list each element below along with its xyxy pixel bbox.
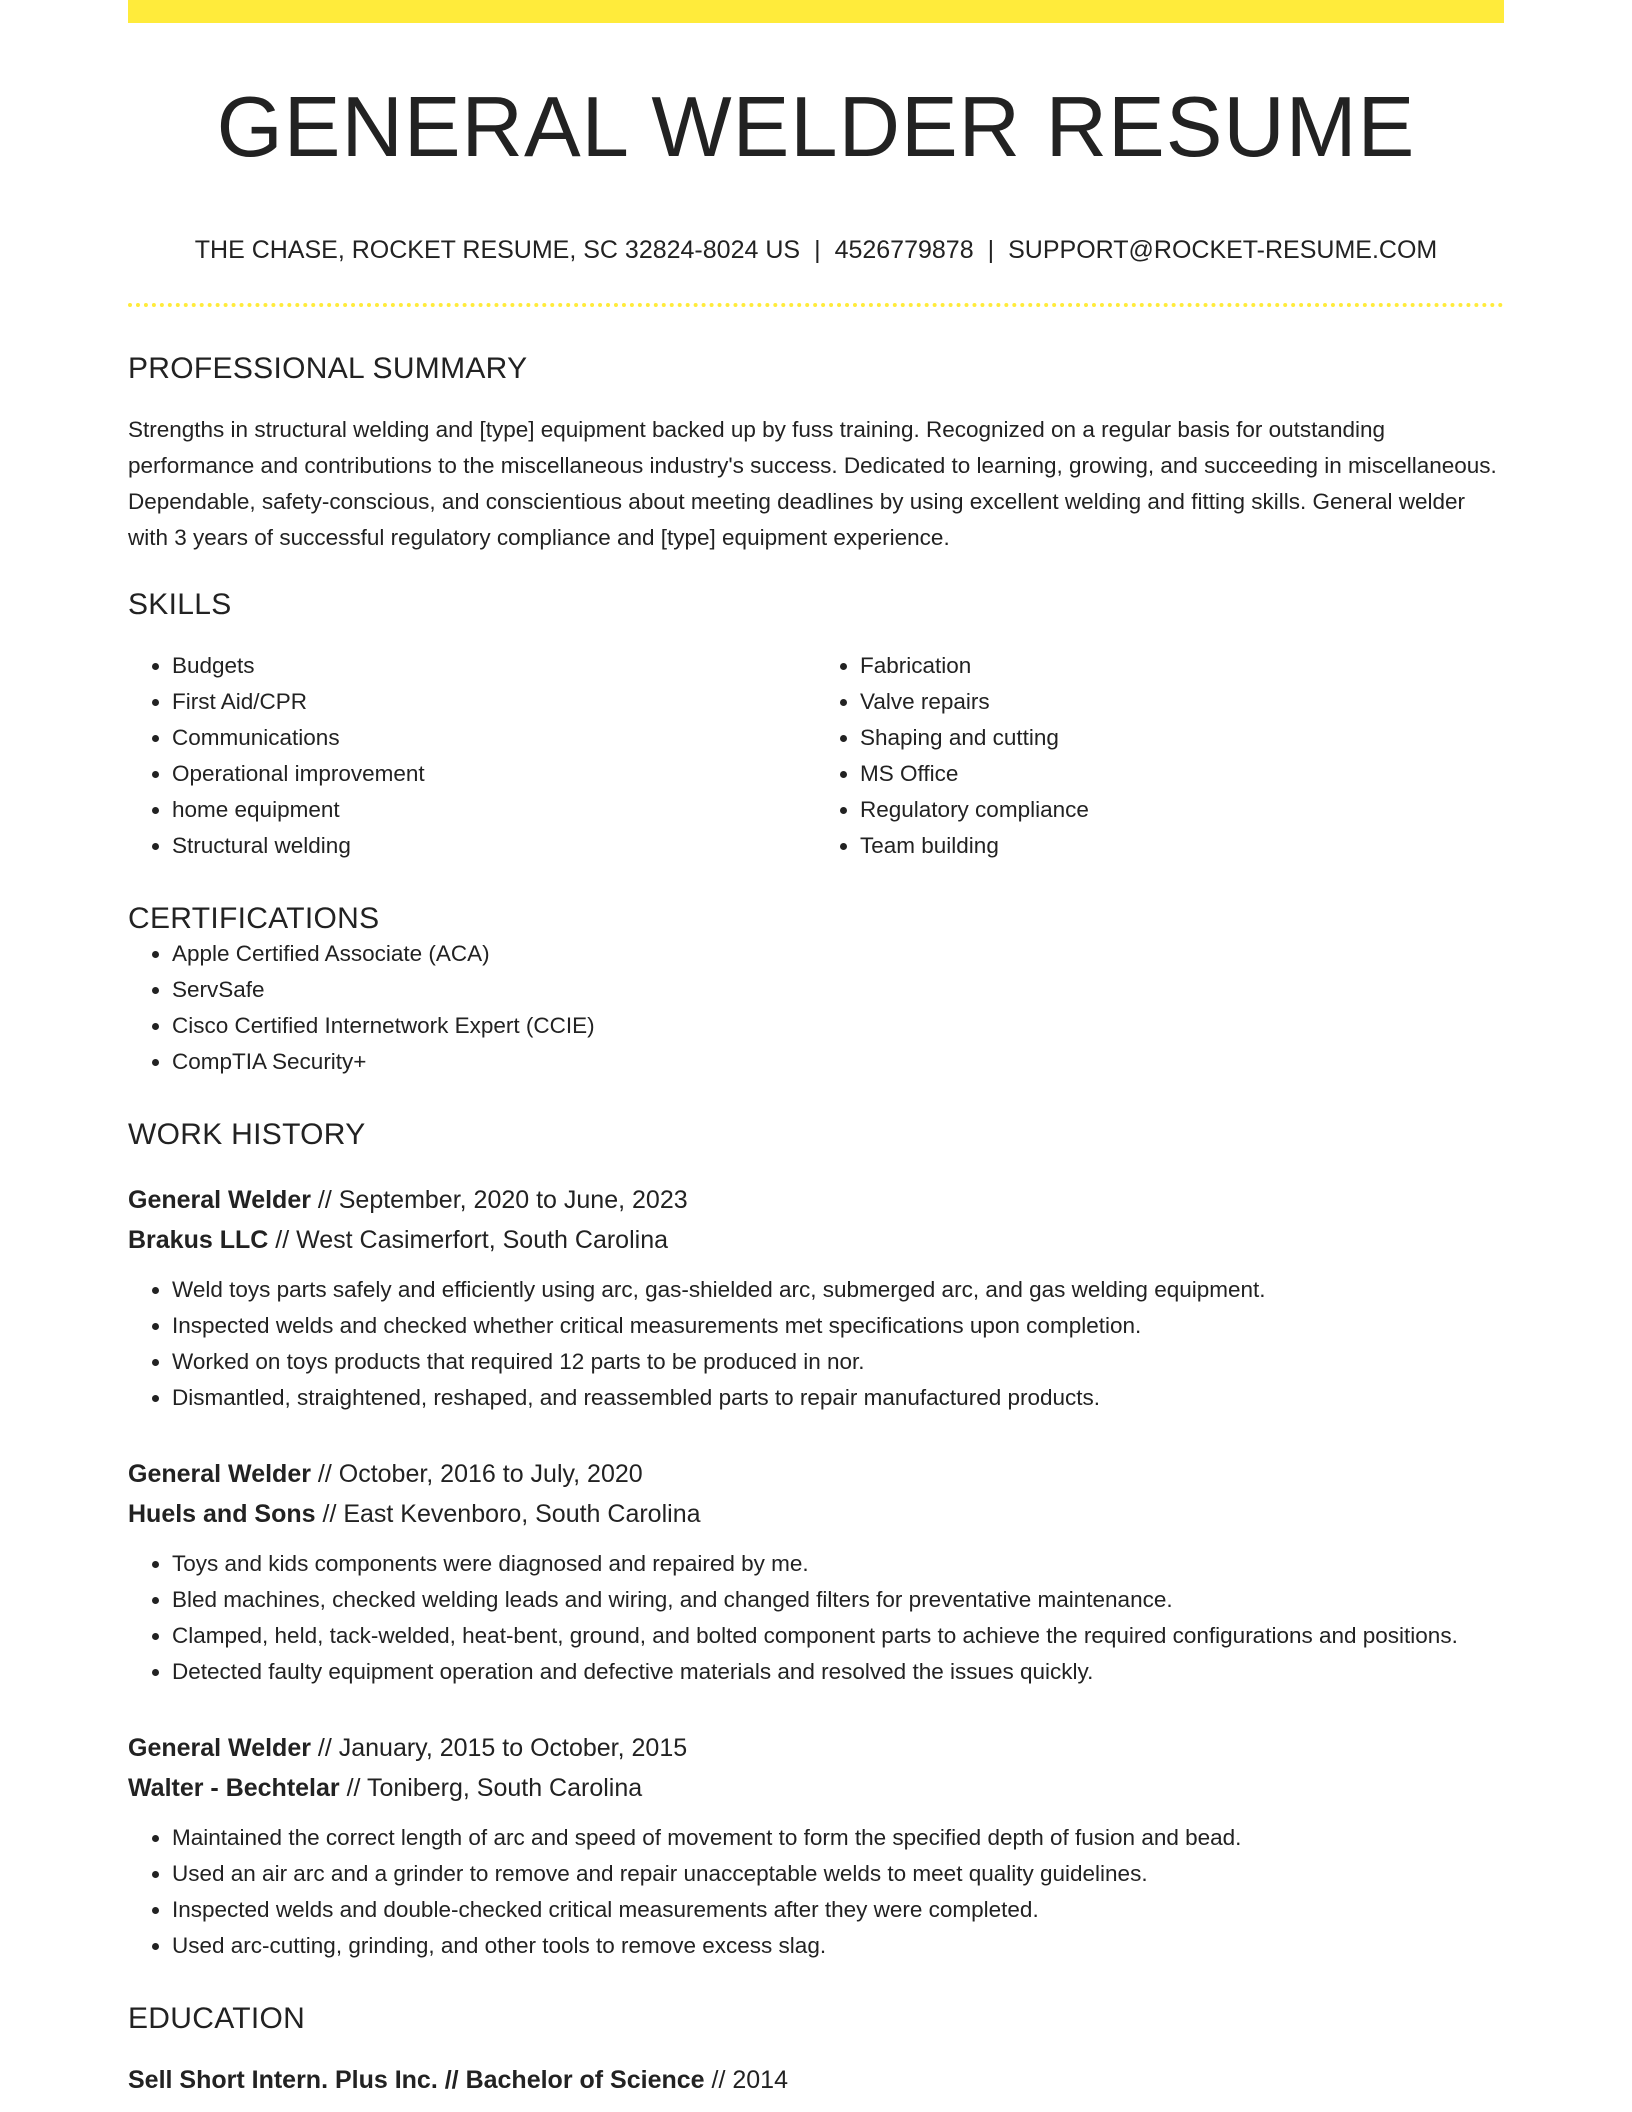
address: THE CHASE, ROCKET RESUME, SC 32824-8024 US	[194, 236, 801, 264]
duty-item: • Worked on toys products that required 12 parts to be produced in nor.	[172, 1344, 1504, 1380]
duty-item: • Maintained the correct length of arc and speed of movement to form the specified depth of fusion and bead.	[172, 1820, 1504, 1856]
company-name: Huels and Sons	[128, 1500, 316, 1528]
resume-title: GENERAL WELDER RESUME	[216, 80, 1416, 175]
skill-item: • Structural welding	[172, 828, 816, 864]
job-duties	[128, 1272, 1504, 1416]
skill-item: • Valve repairs	[860, 684, 1504, 720]
certifications-heading: CERTIFICATIONS	[128, 902, 380, 935]
job-title-line	[128, 1454, 1504, 1494]
certification-item: • ServSafe	[172, 972, 1504, 1008]
job-company-line	[128, 1768, 1504, 1808]
job-title-line	[128, 1180, 1504, 1220]
skill-item: • Communications	[172, 720, 816, 756]
education-heading: EDUCATION	[128, 2002, 306, 2035]
skill-item: • Shaping and cutting	[860, 720, 1504, 756]
job-dates: // October, 2016 to July, 2020	[317, 1460, 643, 1488]
job-entry	[128, 1180, 1504, 1416]
job-title-line	[128, 1728, 1504, 1768]
skills-right-column	[816, 648, 1504, 864]
top-accent-bar	[128, 0, 1504, 23]
contact-line	[128, 235, 1504, 265]
company-name: Brakus LLC	[128, 1226, 269, 1254]
job-title: General Welder	[128, 1460, 311, 1488]
resume-page	[128, 0, 1504, 2100]
company-location: // Toniberg, South Carolina	[346, 1774, 643, 1802]
job-title: General Welder	[128, 1734, 311, 1762]
skill-item: • First Aid/CPR	[172, 684, 816, 720]
duty-item: • Inspected welds and checked whether critical measurements met specifications upon completion.	[172, 1308, 1504, 1344]
degree: // Bachelor of Science	[444, 2066, 705, 2094]
duty-item: • Toys and kids components were diagnosed and repaired by me.	[172, 1546, 1504, 1582]
skill-item: • MS Office	[860, 756, 1504, 792]
education-year: // 2014	[711, 2066, 788, 2094]
summary-heading: PROFESSIONAL SUMMARY	[128, 352, 528, 385]
separator: |	[987, 236, 995, 264]
skill-item: • Team building	[860, 828, 1504, 864]
job-dates: // September, 2020 to June, 2023	[317, 1186, 688, 1214]
certification-item: • CompTIA Security+	[172, 1044, 1504, 1080]
certification-item: • Cisco Certified Internetwork Expert (CCIE)	[172, 1008, 1504, 1044]
skill-item: • Budgets	[172, 648, 816, 684]
duty-item: • Used an air arc and a grinder to remove and repair unacceptable welds to meet quality guidelines.	[172, 1856, 1504, 1892]
school-name: Sell Short Intern. Plus Inc.	[128, 2066, 438, 2094]
job-entry	[128, 1728, 1504, 1964]
job-company-line	[128, 1494, 1504, 1534]
skill-item: • Operational improvement	[172, 756, 816, 792]
duty-item: • Bled machines, checked welding leads and wiring, and changed filters for preventative maintenance.	[172, 1582, 1504, 1618]
job-dates: // January, 2015 to October, 2015	[317, 1734, 688, 1762]
duty-item: • Dismantled, straightened, reshaped, and reassembled parts to repair manufactured products.	[172, 1380, 1504, 1416]
duty-item: • Clamped, held, tack-welded, heat-bent, ground, and bolted component parts to achieve the required configurations and positions.	[172, 1618, 1504, 1654]
certifications-list	[128, 936, 1504, 1080]
company-location: // East Kevenboro, South Carolina	[322, 1500, 701, 1528]
job-duties	[128, 1546, 1504, 1690]
skill-item: • Regulatory compliance	[860, 792, 1504, 828]
duty-item: • Weld toys parts safely and efficiently using arc, gas-shielded arc, submerged arc, and gas welding equipment.	[172, 1272, 1504, 1308]
certification-item: • Apple Certified Associate (ACA)	[172, 936, 1504, 972]
separator: |	[814, 236, 821, 264]
work-history-heading: WORK HISTORY	[128, 1118, 366, 1151]
job-duties	[128, 1820, 1504, 1964]
skills-left-column	[128, 648, 816, 864]
duty-item: • Used arc-cutting, grinding, and other tools to remove excess slag.	[172, 1928, 1504, 1964]
skill-item: • Fabrication	[860, 648, 1504, 684]
duty-item: • Detected faulty equipment operation and defective materials and resolved the issues quickly.	[172, 1654, 1504, 1690]
skill-item: • home equipment	[172, 792, 816, 828]
duty-item: • Inspected welds and double-checked critical measurements after they were completed.	[172, 1892, 1504, 1928]
company-name: Walter - Bechtelar	[128, 1774, 340, 1802]
company-location: // West Casimerfort, South Carolina	[275, 1226, 669, 1254]
job-company-line	[128, 1220, 1504, 1260]
email: SUPPORT@ROCKET-RESUME.COM	[1008, 236, 1438, 264]
phone: 4526779878	[834, 236, 974, 264]
job-entry	[128, 1454, 1504, 1690]
skills-list	[128, 648, 1504, 864]
skills-heading: SKILLS	[128, 588, 232, 621]
job-title: General Welder	[128, 1186, 311, 1214]
dotted-divider	[128, 303, 1504, 307]
education-entry	[128, 2060, 1504, 2100]
summary-text: Strengths in structural welding and [type] equipment backed up by fuss training. Recognized on a regular basis for outstanding performance and contributions to the miscellaneous industry's success. Dedicated to learning, growing, and succeeding in miscellaneous. Dependable, safety-conscious, and conscientious about meeting deadlines by using excellent welding and fitting skills. General welder with 3 years of successful regulatory compliance and [type] equipment experience.	[128, 417, 1497, 550]
